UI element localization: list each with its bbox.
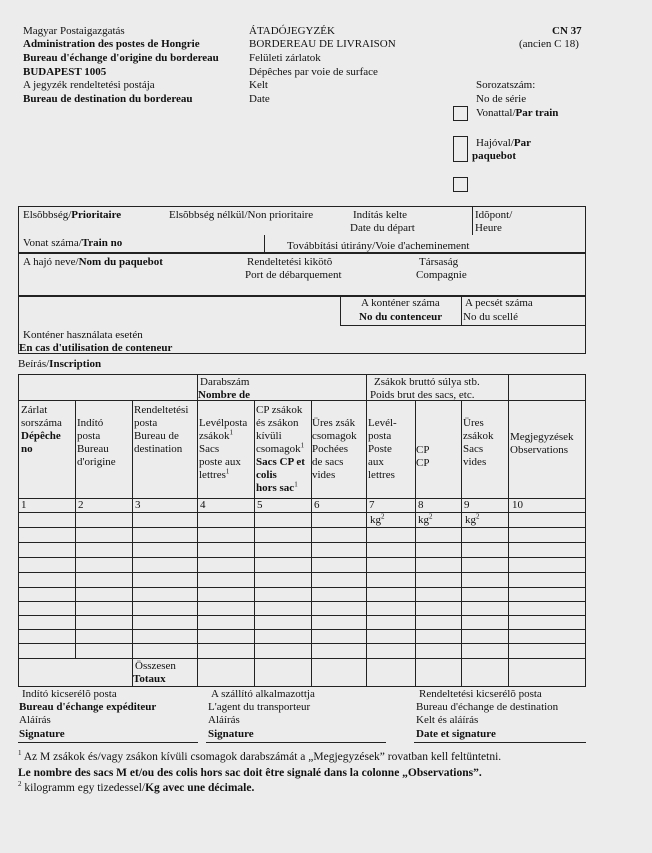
total-hu: Összesen	[135, 660, 176, 672]
col-number: 1	[21, 499, 27, 511]
port-fr: Port de débarquement	[245, 269, 342, 281]
container-no-hu: A konténer száma	[361, 297, 440, 309]
group-weight-fr: Poids brut des sacs, etc.	[370, 389, 475, 401]
col8-header: CP CP	[416, 444, 430, 469]
doc-title-fr: BORDEREAU DE LIVRAISON	[249, 38, 396, 50]
form-code: CN 37	[552, 25, 582, 37]
footnote-2: $^2$ kilogramm egy tizedessel/Kg avec une décimale.	[18, 780, 255, 794]
train-no-label: Vonat száma/Train no	[23, 237, 123, 249]
col1-header: Zárlat sorszáma Dépêche no	[21, 404, 62, 455]
seal-no-hu: A pecsét száma	[465, 297, 533, 309]
sig1-sig-hu: Aláírás	[19, 714, 51, 726]
group-count-hu: Darabszám	[200, 376, 250, 388]
origin-office-value: BUDAPEST 1005	[23, 66, 107, 78]
origin-admin-hu: Magyar Postaigazgatás	[23, 25, 125, 37]
sig2-hu: A szállító alkalmazottja	[211, 688, 315, 700]
ship-name-label: A hajó neve/Nom du paquebot	[23, 256, 163, 268]
surface-fr: Dépêches par voie de surface	[249, 66, 378, 78]
sig3-sig-hu: Kelt és aláírás	[416, 714, 479, 726]
col3-header: Rendeltetési posta Bureau de destination	[134, 404, 189, 455]
col9-header: Üres zsákok Sacs vides	[463, 417, 494, 468]
train-checkbox[interactable]	[453, 106, 468, 121]
serial-hu: Sorozatszám:	[476, 79, 536, 91]
extra-checkbox[interactable]	[453, 177, 468, 192]
port-hu: Rendeltetési kikötõ	[247, 256, 333, 268]
col10-header: Megjegyzések Observations	[510, 431, 574, 456]
sig3-hu: Rendeltetési kicserélõ posta	[419, 688, 542, 700]
group-weight-hu: Zsákok bruttó súlya stb.	[374, 376, 480, 388]
kg-unit: $kg^2$	[418, 512, 433, 526]
sig2-fr: L'agent du transporteur	[208, 701, 311, 713]
col-number: 2	[78, 499, 84, 511]
seal-no-fr: No du scellé	[463, 311, 518, 323]
time-fr: Heure	[475, 222, 502, 234]
destination-office-fr: Bureau de destination du bordereau	[23, 93, 193, 105]
form-ancien: (ancien C 18)	[519, 38, 579, 50]
departure-fr: Date du départ	[350, 222, 415, 234]
ship-label: Hajóval/Par	[476, 137, 531, 149]
col-number: 5	[257, 499, 263, 511]
origin-office-label: Bureau d'échange d'origine du bordereau	[23, 52, 219, 64]
doc-title-hu: ÁTADÓJEGYZÉK	[249, 25, 335, 37]
sig2-sig-fr: Signature	[208, 728, 254, 740]
container-use-fr: En cas d'utilisation de conteneur	[19, 342, 173, 354]
ship-label-2: paquebot	[472, 150, 517, 162]
footnote-1-hu: $^1$ Az M zsákok és/vagy zsákon kívüli csomagok darabszámát a „Megjegyzések” rovatban kell feltüntetni.	[18, 749, 502, 763]
sig1-hu: Indító kicserélõ posta	[22, 688, 117, 700]
col-number: 10	[512, 499, 523, 511]
surface-hu: Felületi zárlatok	[249, 52, 321, 64]
origin-admin-fr: Administration des postes de Hongrie	[23, 38, 200, 50]
col-number: 7	[369, 499, 375, 511]
col-number: 4	[200, 499, 206, 511]
ship-checkbox[interactable]	[453, 136, 468, 162]
col6-header: Üres zsák csomagok Pochées de sacs vides	[312, 417, 357, 481]
total-fr: Totaux	[133, 673, 166, 685]
sig1-sig-fr: Signature	[19, 728, 65, 740]
destination-office-hu: A jegyzék rendeltetési postája	[23, 79, 155, 91]
company-hu: Társaság	[419, 256, 459, 268]
date-fr: Date	[249, 93, 270, 105]
inscription-label: Beírás/Inscription	[18, 358, 102, 370]
departure-hu: Indítás kelte	[353, 209, 408, 221]
kg-unit: $kg^2$	[465, 512, 480, 526]
date-hu: Kelt	[249, 79, 268, 91]
sig3-sig-fr: Date et signature	[416, 728, 496, 740]
kg-unit: $kg^2$	[370, 512, 385, 526]
time-hu: Idõpont/	[475, 209, 513, 221]
col7-header: Levél- posta Poste aux lettres	[368, 417, 397, 481]
group-count-fr: Nombre de	[198, 389, 251, 401]
footnote-1-fr: Le nombre des sacs M et/ou des colis hors sac doit être signalé dans la colonne „Observations”.	[18, 767, 482, 779]
col-number: 3	[135, 499, 141, 511]
train-label: Vonattal/Par train	[476, 107, 559, 119]
col-number: 8	[418, 499, 424, 511]
container-no-fr: No du contenceur	[359, 311, 443, 323]
priority-label[interactable]: Elsõbbség/Prioritaire	[23, 209, 122, 221]
nonpriority-label[interactable]: Elsõbbség nélkül/Non prioritaire	[169, 209, 314, 221]
company-fr: Compagnie	[416, 269, 467, 281]
col4-header: Levélposta zsákok$^1$ Sacs poste aux lettres$^1$	[199, 417, 248, 481]
col2-header: Indító posta Bureau d'origine	[77, 417, 116, 468]
serial-fr: No de série	[476, 93, 527, 105]
sig2-sig-hu: Aláírás	[208, 714, 240, 726]
sig1-fr: Bureau d'échange expéditeur	[19, 701, 157, 713]
col-number: 6	[314, 499, 320, 511]
container-use-hu: Konténer használata esetén	[23, 329, 143, 341]
col5-header: CP zsákok és zsákon kívüli csomagok$^1$ Sacs CP et colis hors sac$^1$	[256, 404, 305, 494]
route-label: Továbbítási útirány/Voie d'acheminement	[287, 240, 470, 252]
sig3-fr: Bureau d'échange de destination	[416, 701, 559, 713]
col-number: 9	[464, 499, 470, 511]
